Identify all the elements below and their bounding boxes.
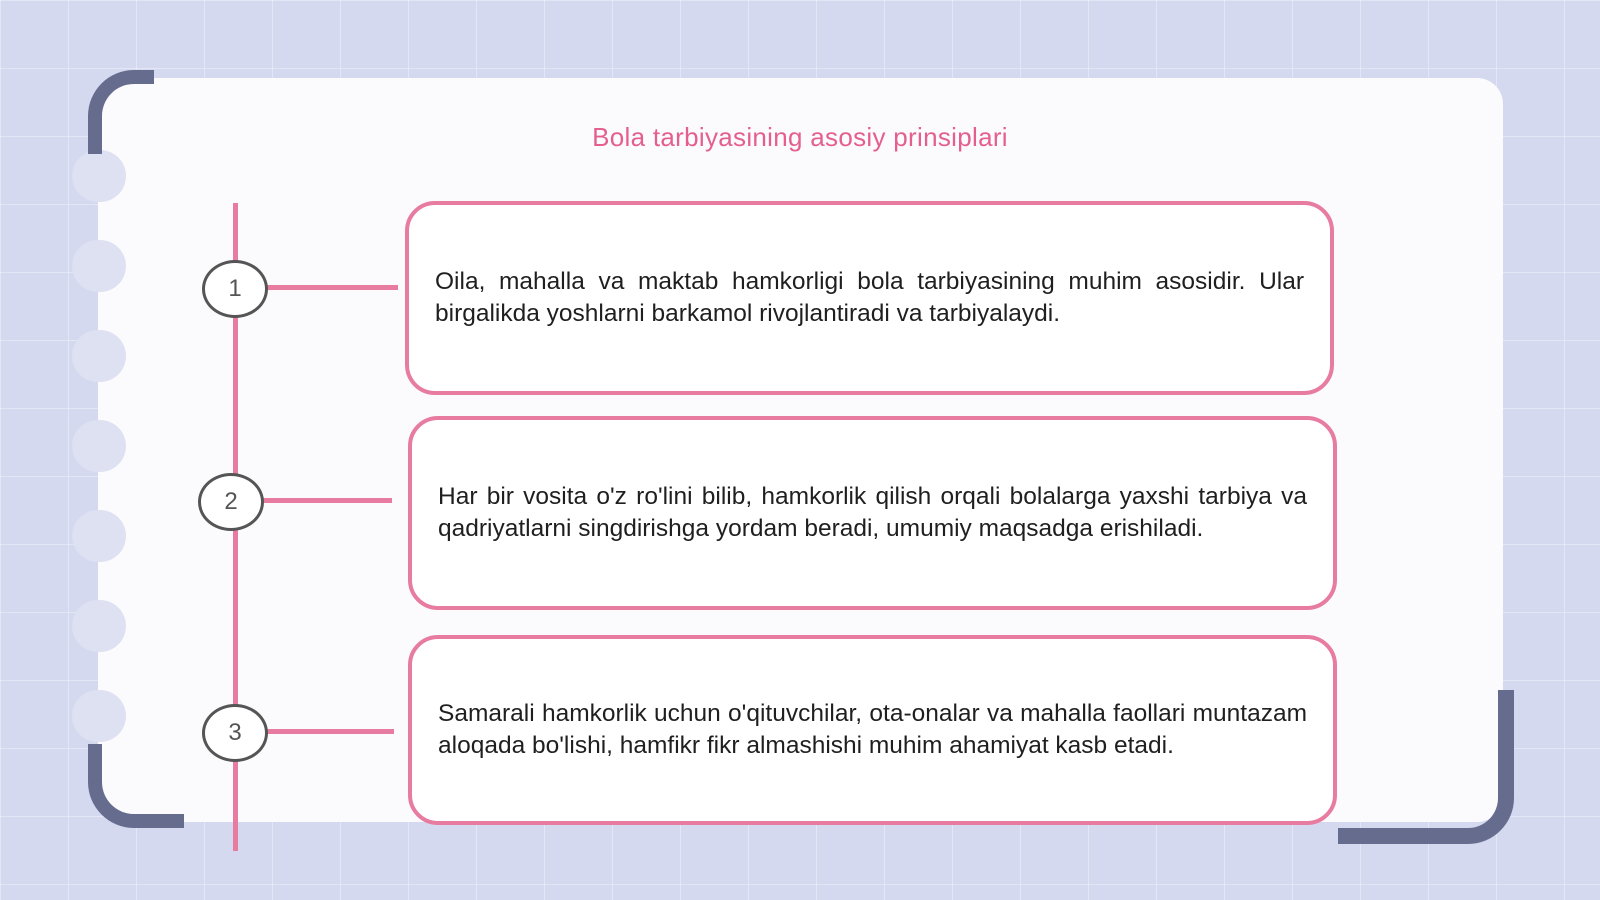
step-number-circle [202, 260, 268, 318]
principle-box [405, 201, 1334, 395]
binder-notch [72, 330, 126, 382]
principle-text: Oila, mahalla va maktab hamkorligi bola tarbiyasining muhim asosidir. Ular birgalikda yoshlarni barkamol rivojlantiradi va tarbiyalaydi. [435, 268, 1304, 327]
frame-corner-bottom-right [1338, 690, 1514, 844]
timeline-connector [258, 498, 392, 503]
binder-notch [72, 420, 126, 472]
principle-text: Har bir vosita o'z ro'lini bilib, hamkorlik qilish orqali bolalarga yaxshi tarbiya va qadriyatlarni singdirishga yordam beradi, umumiy maqsadga erishiladi. [438, 483, 1307, 542]
binder-notch [72, 150, 126, 202]
principle-box [408, 416, 1337, 610]
timeline-connector [262, 285, 398, 290]
slide-title: Bola tarbiyasining asosiy prinsiplari [592, 122, 1008, 152]
binder-notch [72, 240, 126, 292]
principle-text: Samarali hamkorlik uchun o'qituvchilar, ota-onalar va mahalla faollari muntazam aloqada bo'lishi, hamfikr fikr almashishi muhim ahamiyat kasb etadi. [438, 700, 1307, 759]
binder-notch [72, 600, 126, 652]
binder-notch [72, 510, 126, 562]
binder-notch [72, 690, 126, 742]
principle-box [408, 635, 1337, 825]
step-number: 2 [224, 488, 238, 515]
frame-corner-bottom-left [88, 744, 184, 828]
step-number-circle [202, 704, 268, 762]
step-number: 1 [228, 275, 242, 302]
step-number-circle [198, 473, 264, 531]
timeline-connector [262, 729, 394, 734]
step-number: 3 [228, 719, 242, 746]
